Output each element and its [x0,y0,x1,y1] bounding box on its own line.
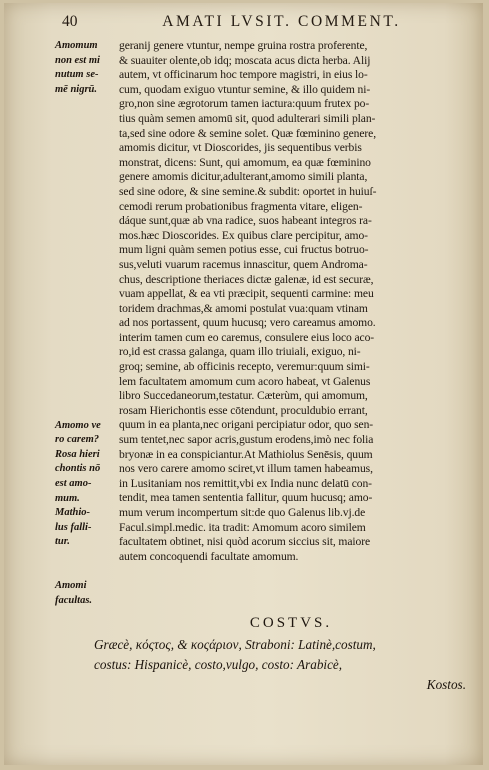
text-line: quum in ea planta,nec origani percipiatur odor, quo sen- [119,418,374,432]
margin-note-line: tur. [55,536,70,548]
margin-note-line: mum. [55,492,80,504]
text-line: sed sine odore, & sine semine.& subdit: oportet in huiuſ- [119,184,377,198]
main-text-block [119,39,463,564]
text-line: ro,id est crassa galanga, quam illo triuiali, exiguo, ni- [119,345,361,359]
margin-note-line: mē nigrū. [55,83,98,95]
text-line: & suauiter olente,ob idq; moscata acus dicta herba. Alij [119,53,371,67]
margin-note-line: chontis nō [55,463,101,475]
section-heading: COSTVS. [249,615,333,631]
text-line: dáque sunt,quæ ab vna radice, suos habeant integros ra- [119,214,372,228]
text-line: in Lusitaniam nos remittit,vbi ex India nunc delatū con- [119,476,372,490]
text-line: chus, descriptione theriaces dictæ galenæ, id est securæ, [119,272,374,286]
margin-note-line: facultas. [55,594,93,606]
text-line: bryonæ in ea conspiciantur.At Mathiolus Senēsis, quum [119,447,373,461]
text-line: Facul.simpl.medic. ita tradit: Amomum acoro similem [119,520,366,534]
margin-note-line: non est mi [55,54,100,66]
text-line: tendit, mea tamen sententia fallitur, quum hucusq; amo- [119,491,373,505]
margin-note-line: Rosa hieri [55,448,100,460]
text-line: facultatem obtinet, nisi quòd acorum siccius sit, maiore [119,535,371,549]
text-line: ta,sed sine odore & semine solet. Quæ fœminino genere, [119,126,377,140]
text-line: toridem drachmas,& amomi postulat vua:quam vtinam [119,301,368,315]
text-line: cum, quodam exiguo vtuntur semine, & illo quidem ni- [119,82,371,96]
margin-note [55,39,117,97]
text-line: amomis dicitur, vt Dioscorides, jis sequentibus verbis [119,141,362,155]
text-line: mum verum incompertum sit:de quo Galenus lib.vj.de [119,506,366,519]
page-number: 40 [62,13,78,30]
text-line: cemodi rerum probationibus fragmenta vitare, eligen- [119,199,363,213]
running-head: AMATI LVSIT. COMMENT. [162,13,401,30]
italic-line: costus: Hispanicè, costo,vulgo, costo: Arabicè, [94,657,343,672]
text-line: geranij genere vtuntur, nempe gruina rostra proferente, [119,39,368,52]
text-line: nos vero carere amomo sciret,vt illum tamen habeamus, [119,462,373,476]
text-line: sus,veluti vuarum racemus innascitur, quem Androma- [119,257,368,271]
book-page [4,3,483,765]
margin-note-line: Mathio- [55,507,91,519]
italic-line: Kostos. [426,677,466,692]
text-line: sum tentet,nec sapor acris,gustum erodens,imò nec folia [119,433,374,447]
margin-note-line: Amomum [55,40,98,51]
margin-note-line: Amomi [55,580,87,592]
text-line: vuam appellat, & ea vti præcipit, sequenti carmine: meu [119,287,374,301]
text-line: gro,non sine ægrotorum tamen iactura:quum frutex po- [119,97,370,111]
margin-note-line: Amomo ve [55,419,101,431]
margin-note [55,579,117,608]
text-line: mum ligni quàm semen potius esse, cui fructus botruo- [119,243,369,257]
text-line: monstrat, dicens: Sunt, qui amomum, ea quæ fœminino [119,155,371,169]
page-header [62,13,461,35]
text-line: groq; semine, ab officinis recepto, veremur:quum simi- [119,360,370,374]
text-line: mos.hæc Dioscorides. Ex quibus clare percipitur, amo- [119,228,368,242]
margin-note-line: ro carem? [55,434,100,446]
text-line: genere amomis dicitur,adulterant,amomo simili planta, [119,170,368,184]
text-line: tius quàm semen amomū sit, quod adulterari simili plan- [119,111,376,125]
text-line: interim tamen cum eo caremus, consulere eius loco aco- [119,330,375,344]
margin-note [55,419,117,507]
text-line: autem, vt officinarum hoc tempore magistri, in eius lo- [119,68,368,82]
italic-synonyms-block [94,635,466,695]
margin-note-line: est amo- [55,477,92,489]
text-line: autem concoquendi facultate amomum. [119,549,299,563]
italic-line: Græcè, κόςτος, & κοςάριον, Straboni: Latinè,costum, [94,637,376,652]
text-line: libro Succedaneorum,testatur. Cæterùm, qui amomum, [119,389,368,403]
text-line: lem facultatem amomum cum acoro habeat, vt Galenus [119,374,371,388]
margin-note-line: lus falli- [55,521,92,533]
text-line: ad nos portassent, quum hucusq; vero careamus amomo. [119,316,376,330]
margin-note [55,506,117,550]
text-line: rosam Hierichontis esse cōtendunt, proculdubio errant, [119,403,368,417]
margin-note-line: nutum se- [55,69,99,81]
